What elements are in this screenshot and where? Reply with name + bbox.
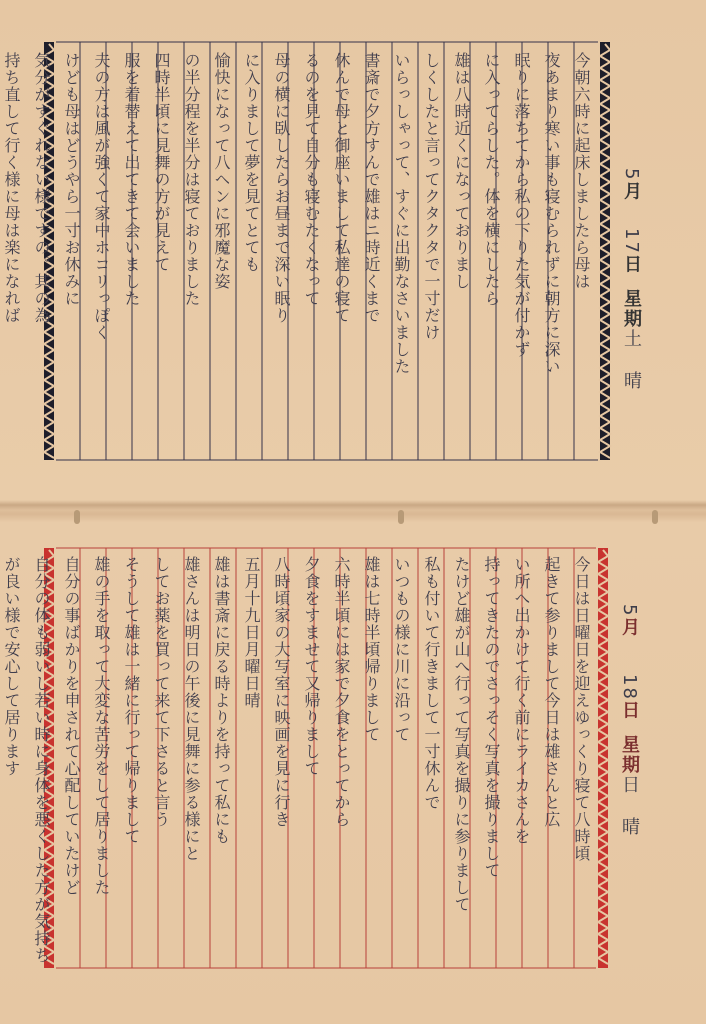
day-label: 日 bbox=[621, 254, 642, 275]
diary-line: しくしたと言ってクタクタで一寸だけ bbox=[422, 52, 441, 341]
diary-line: 服を着替えて出てきて会いました bbox=[122, 52, 141, 307]
weekday-value: 日 bbox=[619, 774, 640, 795]
diary-line: けども母はどうやら一寸お休みに bbox=[62, 52, 81, 307]
zigzag-border-right-top bbox=[600, 42, 610, 460]
diary-line: 休んで母と御座いまして私達の寝て bbox=[332, 52, 351, 324]
diary-line: そうして雄は一緒に行って帰りまして bbox=[122, 556, 141, 845]
zigzag-border-right-bottom bbox=[598, 548, 608, 968]
diary-text-bottom bbox=[2, 556, 596, 976]
diary-line: 夜あまり寒い事も寝むられずに朝方に深い bbox=[542, 52, 561, 375]
diary-line: してお薬を買って来て下さると言う bbox=[152, 556, 171, 828]
diary-line: 雄の手を取って大変な苦労をして居りました bbox=[92, 556, 111, 896]
weekday-label: 星期 bbox=[619, 734, 640, 775]
diary-line: いらっしゃって、すぐに出勤なさいました bbox=[392, 52, 411, 375]
weather-value: 晴 bbox=[621, 371, 642, 392]
diary-line: るのを見て自分も寝むたくなって bbox=[302, 52, 321, 307]
diary-line: 八時頃家の大写室に映画を見に行き bbox=[272, 556, 291, 828]
diary-line: 書斎で夕方すんで雄はニ時近くまで bbox=[362, 52, 381, 324]
diary-line: の半分程を半分は寝ておりました bbox=[182, 52, 201, 307]
diary-page-top bbox=[0, 0, 706, 506]
diary-line: 持ってきたのでさっそく写真を撮りまして bbox=[482, 556, 501, 879]
weekday-value: 土 bbox=[621, 328, 642, 349]
diary-line: 眠りに落ちてから私の下りた気が付かず bbox=[512, 52, 531, 358]
diary-line: 夫の方は風が強くて家中ホコリっぽく bbox=[92, 52, 111, 341]
weekday-label: 星期 bbox=[621, 288, 642, 329]
day-value: 18 bbox=[619, 673, 640, 701]
diary-line: に入りまして夢を見てとても bbox=[242, 52, 261, 273]
diary-line: が良い様で安心して居ります bbox=[2, 556, 21, 777]
month-label: 月 bbox=[619, 617, 640, 638]
diary-line: 雄は八時近くになっておりまし bbox=[452, 52, 471, 290]
month-label: 月 bbox=[621, 181, 642, 202]
diary-line: いつもの様に川に沿って bbox=[392, 556, 411, 743]
diary-line: 愉快になって八ヘンに邪魔な姿 bbox=[212, 52, 231, 290]
diary-line: 六時半頃には家で夕食をとってから bbox=[332, 556, 351, 828]
diary-line: たけど雄が山へ行って写真を撮りに参りまして bbox=[452, 556, 471, 913]
diary-line: 雄は書斎に戻る時よりを持って私にも bbox=[212, 556, 231, 845]
diary-line: 四時半頃に見舞の方が見えて bbox=[152, 52, 171, 273]
month-value: 5 bbox=[619, 604, 640, 618]
entry-date-header-bottom bbox=[616, 604, 642, 924]
diary-line: 気分がすぐれない様ですの。其の為 bbox=[32, 52, 51, 324]
diary-line: 雄さんは明日の午後に見舞に参る様にと bbox=[182, 556, 201, 862]
diary-line: 今朝六時に起床しましたら母は bbox=[572, 52, 591, 290]
diary-text-top bbox=[2, 52, 596, 452]
diary-line: 私も付いて行きまして一寸休んで bbox=[422, 556, 441, 811]
diary-line: 起きて参りまして今日は雄さんと広 bbox=[542, 556, 561, 828]
day-value: 17 bbox=[621, 227, 642, 255]
entry-date-header-top bbox=[618, 168, 644, 438]
diary-line: 自分の事ばかりを申されて心配していたけど bbox=[62, 556, 81, 896]
diary-page-bottom bbox=[0, 508, 706, 1024]
diary-line: 持ち直して行く様に母は楽になれば bbox=[2, 52, 21, 324]
diary-line: 雄は七時半頃帰りまして bbox=[362, 556, 381, 743]
diary-line: 今日は日曜日を迎えゆっくり寝て八時頃 bbox=[572, 556, 591, 862]
weather-value: 晴 bbox=[619, 817, 640, 838]
day-label: 日 bbox=[619, 700, 640, 721]
diary-line: い所へ出かけて行く前にライカさんを bbox=[512, 556, 531, 845]
month-value: 5 bbox=[621, 168, 642, 182]
diary-line: に入ってらした。体を横にしたら bbox=[482, 52, 501, 307]
diary-line: 自分の体も弱いし若い時に身体を悪くした方が気持ち bbox=[32, 556, 51, 964]
diary-line: 五月十九日月曜日晴 bbox=[242, 556, 261, 709]
diary-line: 夕食をすませて又帰りまして bbox=[302, 556, 321, 777]
diary-line: 母の横に臥したらお昼まで深い眠り bbox=[272, 52, 291, 324]
